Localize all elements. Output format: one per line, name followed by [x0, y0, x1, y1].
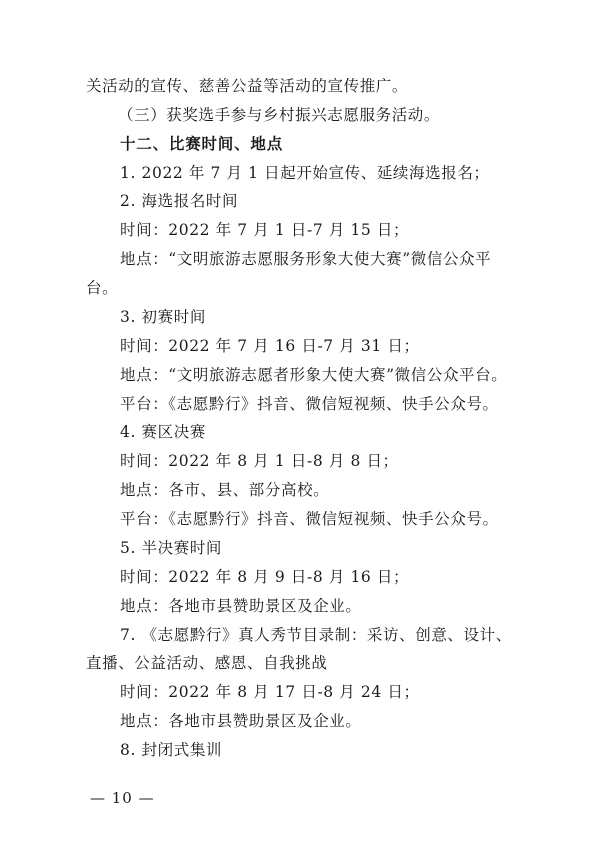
- paragraph-line: 时间：2022 年 7 月 16 日-7 月 31 日；: [120, 337, 420, 355]
- paragraph-line: 1. 2022 年 7 月 1 日起开始宣传、延续海选报名；: [120, 164, 490, 182]
- page-number: — 10 —: [90, 789, 155, 807]
- paragraph-line: 8. 封闭式集训: [120, 741, 223, 759]
- paragraph-line: 时间：2022 年 7 月 1 日-7 月 15 日；: [120, 221, 410, 239]
- paragraph-line: 台。: [86, 279, 119, 297]
- paragraph-line: 地点：“文明旅游志愿服务形象大使大赛”微信公众平: [120, 250, 492, 268]
- paragraph-line: 地点：各地市县赞助景区及企业。: [120, 712, 362, 730]
- paragraph-line: （三）获奖选手参与乡村振兴志愿服务活动。: [118, 106, 441, 124]
- paragraph-line: 时间：2022 年 8 月 9 日-8 月 16 日；: [120, 568, 410, 586]
- paragraph-line: 4. 赛区决赛: [120, 423, 206, 441]
- paragraph-line: 地点：各地市县赞助景区及企业。: [120, 597, 362, 615]
- paragraph-line: 平台：《志愿黔行》抖音、微信短视频、快手公众号。: [120, 510, 499, 528]
- paragraph-line: 时间：2022 年 8 月 17 日-8 月 24 日；: [120, 683, 420, 701]
- paragraph-line: 关活动的宣传、慈善公益等活动的宣传推广。: [86, 77, 409, 95]
- paragraph-line: 地点：各市、县、部分高校。: [120, 481, 330, 499]
- paragraph-line: 平台：《志愿黔行》抖音、微信短视频、快手公众号。: [120, 395, 499, 413]
- paragraph-line: 直播、公益活动、感恩、自我挑战: [86, 654, 328, 672]
- paragraph-line: 7. 《志愿黔行》真人秀节目录制：采访、创意、设计、: [120, 626, 512, 644]
- section-heading: 十二、比赛时间、地点: [120, 135, 284, 153]
- paragraph-line: 时间：2022 年 8 月 1 日-8 月 8 日；: [120, 452, 399, 470]
- paragraph-line: 2. 海选报名时间: [120, 192, 239, 210]
- paragraph-line: 5. 半决赛时间: [120, 539, 223, 557]
- paragraph-line: 3. 初赛时间: [120, 308, 206, 326]
- paragraph-line: 地点：“文明旅游志愿者形象大使大赛”微信公众平台。: [120, 366, 508, 384]
